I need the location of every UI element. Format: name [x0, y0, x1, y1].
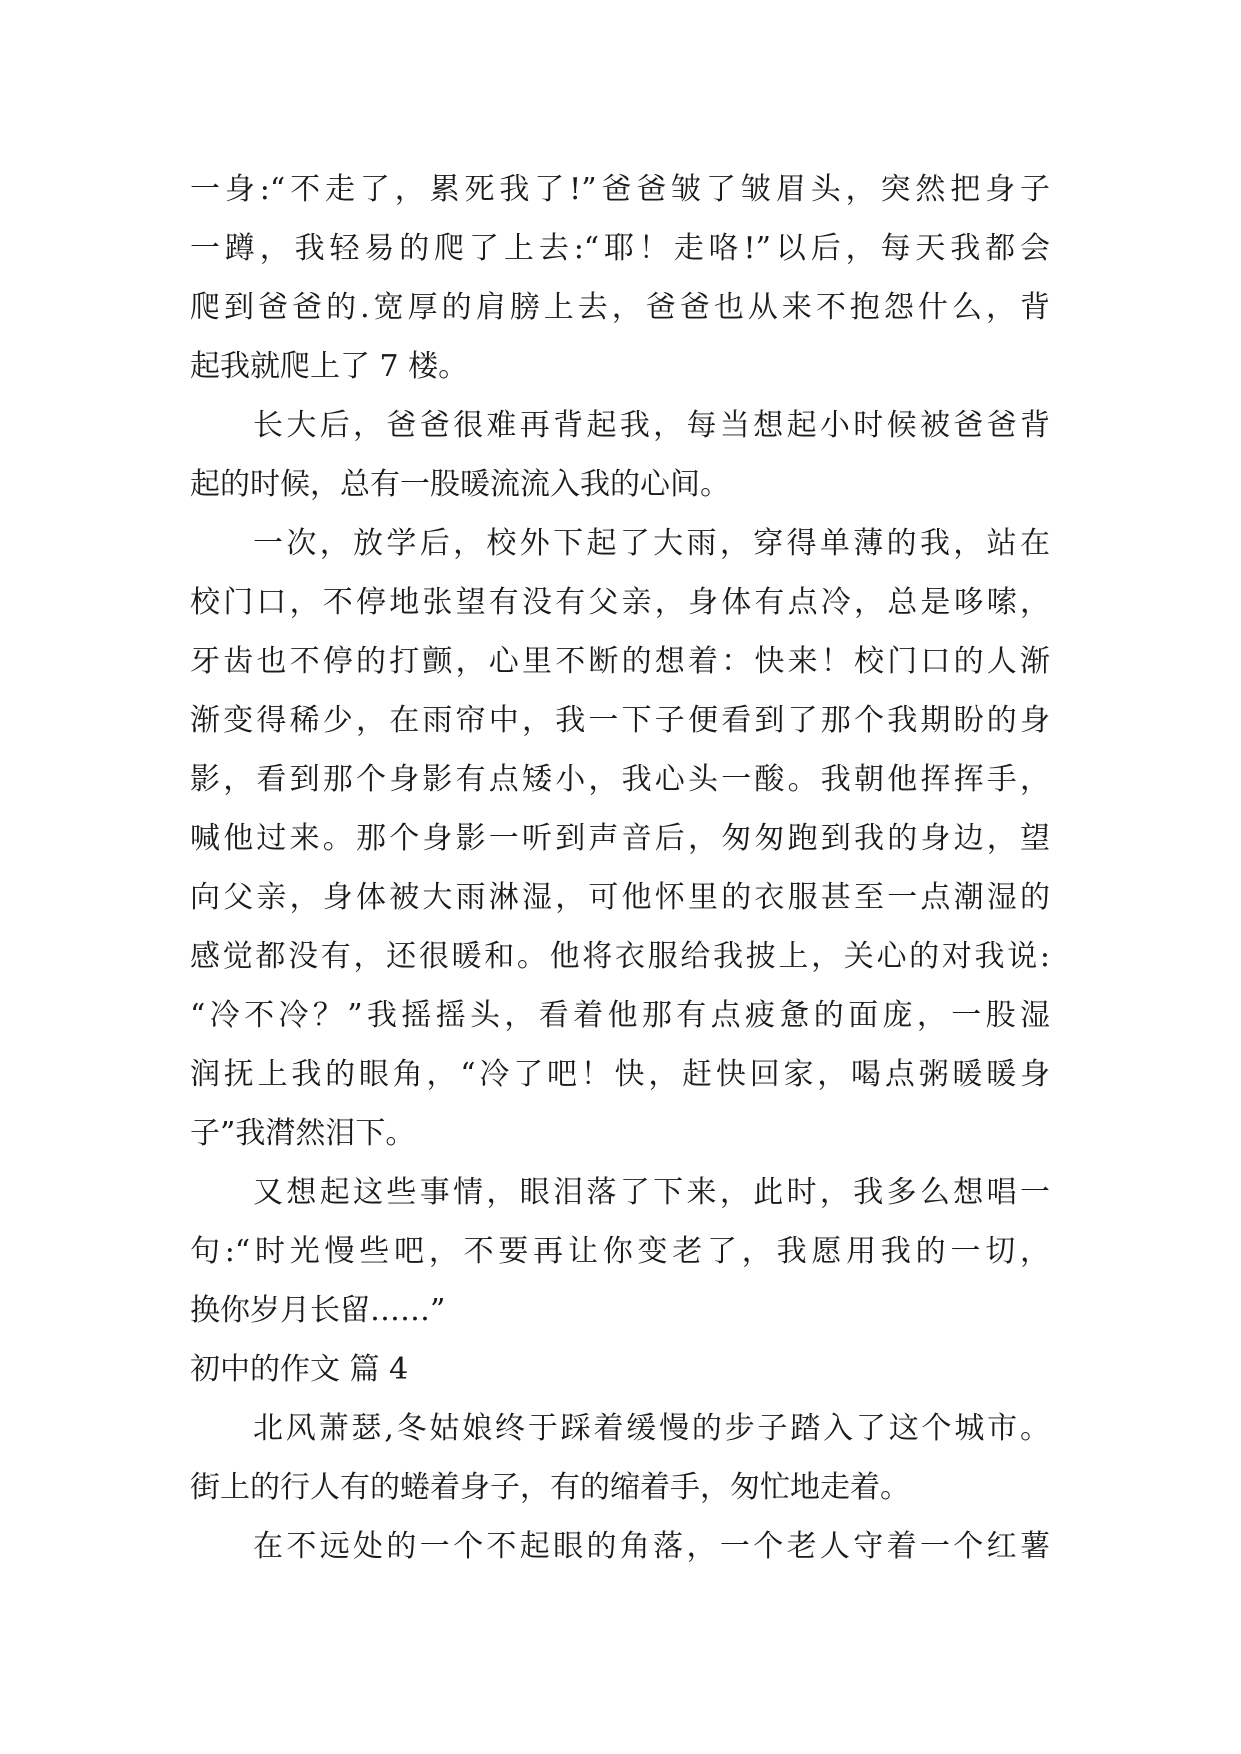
- paragraph-first-line: 北风萧瑟,冬姑娘终于踩着缓慢的步子踏入了这个城市。: [253, 1411, 1050, 1446]
- text-line: 校门口，不停地张望有没有父亲，身体有点冷，总是哆嗦，: [190, 585, 1050, 620]
- paragraph-first-line: 一次，放学后，校外下起了大雨，穿得单薄的我，站在: [253, 526, 1050, 561]
- paragraph-first-line: 在不远处的一个不起眼的角落，一个老人守着一个红薯: [253, 1529, 1050, 1564]
- text-line: 起我就爬上了 7 楼。: [190, 349, 469, 384]
- text-line: 子”我潸然泪下。: [190, 1116, 416, 1151]
- text-line: 街上的行人有的蜷着身子，有的缩着手，匆忙地走着。: [190, 1470, 910, 1505]
- text-line: 换你岁月长留……”: [190, 1293, 446, 1328]
- text-line: 润抚上我的眼角，“冷了吧！快，赶快回家，喝点粥暖暖身: [190, 1057, 1050, 1092]
- text-line: 影，看到那个身影有点矮小，我心头一酸。我朝他挥挥手，: [190, 762, 1050, 797]
- text-line: 感觉都没有，还很暖和。他将衣服给我披上，关心的对我说:: [190, 939, 1050, 974]
- text-line: 一身:“不走了，累死我了!”爸爸皱了皱眉头，突然把身子: [190, 172, 1050, 207]
- text-line: 一蹲，我轻易的爬了上去:“耶！走咯!”以后，每天我都会: [190, 231, 1050, 266]
- text-line: 爬到爸爸的.宽厚的肩膀上去，爸爸也从来不抱怨什么，背: [190, 290, 1050, 325]
- paragraph-first-line: 又想起这些事情，眼泪落了下来，此时，我多么想唱一: [253, 1175, 1050, 1210]
- text-line: 向父亲，身体被大雨淋湿，可他怀里的衣服甚至一点潮湿的: [190, 880, 1050, 915]
- section-heading: 初中的作文 篇 4: [190, 1352, 409, 1387]
- essay-body: [190, 160, 1050, 1576]
- text-line: 喊他过来。那个身影一听到声音后，匆匆跑到我的身边，望: [190, 821, 1050, 856]
- text-line: 起的时候，总有一股暖流流入我的心间。: [190, 467, 730, 502]
- text-line: 牙齿也不停的打颤，心里不断的想着：快来！校门口的人渐: [190, 644, 1050, 679]
- text-line: 句:“时光慢些吧，不要再让你变老了，我愿用我的一切，: [190, 1234, 1050, 1269]
- text-line: 渐变得稀少，在雨帘中，我一下子便看到了那个我期盼的身: [190, 703, 1050, 738]
- text-line: “冷不冷？”我摇摇头，看着他那有点疲惫的面庞，一股湿: [190, 998, 1050, 1033]
- paragraph-first-line: 长大后，爸爸很难再背起我，每当想起小时候被爸爸背: [253, 408, 1050, 443]
